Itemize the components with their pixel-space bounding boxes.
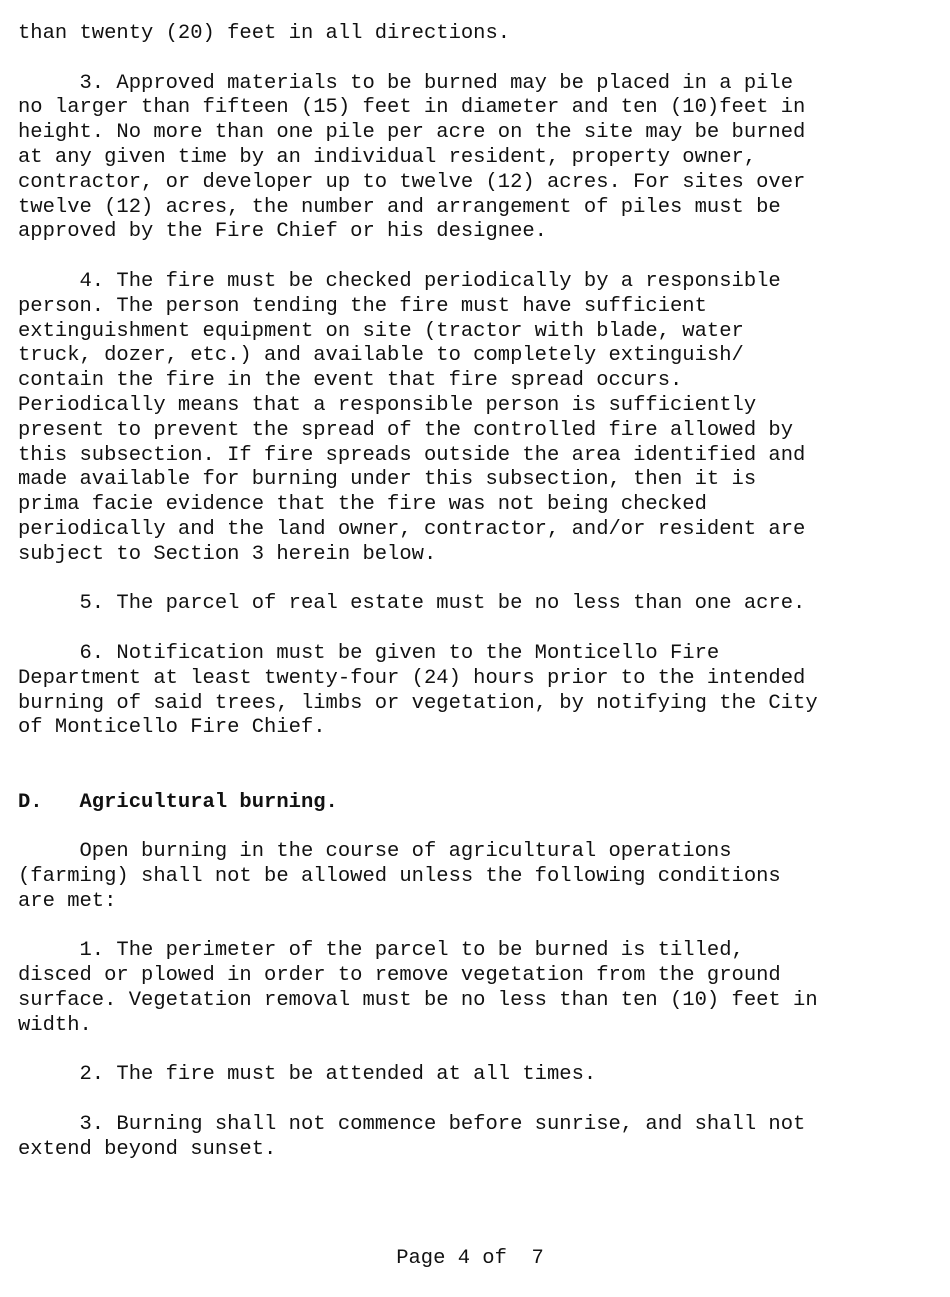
section-d-intro-paragraph bbox=[18, 840, 938, 914]
text-line: disced or plowed in order to remove vegetation from the ground bbox=[18, 964, 781, 988]
paragraph-item-5 bbox=[18, 592, 938, 617]
text-line: 1. The perimeter of the parcel to be burned is tilled, bbox=[18, 939, 744, 963]
text-line: 4. The fire must be checked periodically by a responsible bbox=[18, 269, 781, 293]
text-line: contain the fire in the event that fire spread occurs. bbox=[18, 369, 683, 393]
spacer bbox=[18, 568, 938, 593]
document-page bbox=[18, 22, 938, 1163]
spacer bbox=[18, 816, 938, 841]
text-line: person. The person tending the fire must have sufficient bbox=[18, 294, 707, 318]
spacer bbox=[18, 1039, 938, 1064]
text-line: this subsection. If fire spreads outside the area identified and bbox=[18, 443, 806, 467]
text-line: subject to Section 3 herein below. bbox=[18, 542, 437, 566]
spacer bbox=[18, 47, 938, 72]
text-line: extend beyond sunset. bbox=[18, 1137, 277, 1161]
paragraph-item-3 bbox=[18, 72, 938, 246]
text-line: contractor, or developer up to twelve (12) acres. For sites over bbox=[18, 170, 806, 194]
section-d-heading: D. Agricultural burning. bbox=[18, 790, 338, 814]
text-line: 2. The fire must be attended at all times. bbox=[18, 1063, 597, 1087]
text-line: no larger than fifteen (15) feet in diameter and ten (10)feet in bbox=[18, 96, 806, 120]
text-line: 3. Burning shall not commence before sunrise, and shall not bbox=[18, 1113, 806, 1137]
text-line: 6. Notification must be given to the Monticello Fire bbox=[18, 641, 720, 665]
section-d-item-3 bbox=[18, 1113, 938, 1163]
text-line: width. bbox=[18, 1013, 92, 1037]
text-line: than twenty (20) feet in all directions. bbox=[18, 22, 511, 45]
spacer bbox=[18, 245, 938, 270]
text-line: prima facie evidence that the fire was not being checked bbox=[18, 493, 707, 517]
spacer bbox=[18, 1088, 938, 1113]
text-line: extinguishment equipment on site (tractor with blade, water bbox=[18, 319, 744, 343]
spacer bbox=[18, 741, 938, 791]
spacer bbox=[18, 915, 938, 940]
text-line: (farming) shall not be allowed unless the following conditions bbox=[18, 865, 781, 889]
text-line: present to prevent the spread of the controlled fire allowed by bbox=[18, 418, 794, 442]
text-line: are met: bbox=[18, 889, 117, 913]
section-d-item-2 bbox=[18, 1063, 938, 1088]
spacer bbox=[18, 617, 938, 642]
paragraph-item-4 bbox=[18, 270, 938, 568]
text-line: 3. Approved materials to be burned may be placed in a pile bbox=[18, 71, 794, 95]
text-line: at any given time by an individual resident, property owner, bbox=[18, 145, 757, 169]
text-line: truck, dozer, etc.) and available to completely extinguish/ bbox=[18, 344, 744, 368]
intro-paragraph bbox=[18, 22, 938, 47]
text-line: made available for burning under this subsection, then it is bbox=[18, 468, 757, 492]
text-line: Open burning in the course of agricultural operations bbox=[18, 840, 732, 864]
page-number-footer: Page 4 of 7 bbox=[396, 1247, 544, 1270]
paragraph-item-6 bbox=[18, 642, 938, 741]
section-d-item-1 bbox=[18, 939, 938, 1038]
text-line: periodically and the land owner, contractor, and/or resident are bbox=[18, 517, 806, 541]
text-line: twelve (12) acres, the number and arrangement of piles must be bbox=[18, 195, 781, 219]
text-line: Department at least twenty-four (24) hours prior to the intended bbox=[18, 666, 806, 690]
text-line: of Monticello Fire Chief. bbox=[18, 716, 326, 740]
text-line: surface. Vegetation removal must be no less than ten (10) feet in bbox=[18, 989, 818, 1013]
text-line: height. No more than one pile per acre on the site may be burned bbox=[18, 121, 806, 145]
text-line: Periodically means that a responsible person is sufficiently bbox=[18, 393, 757, 417]
text-line: approved by the Fire Chief or his designee. bbox=[18, 220, 547, 244]
text-line: burning of said trees, limbs or vegetation, by notifying the City bbox=[18, 691, 818, 715]
text-line: 5. The parcel of real estate must be no less than one acre. bbox=[18, 592, 806, 616]
